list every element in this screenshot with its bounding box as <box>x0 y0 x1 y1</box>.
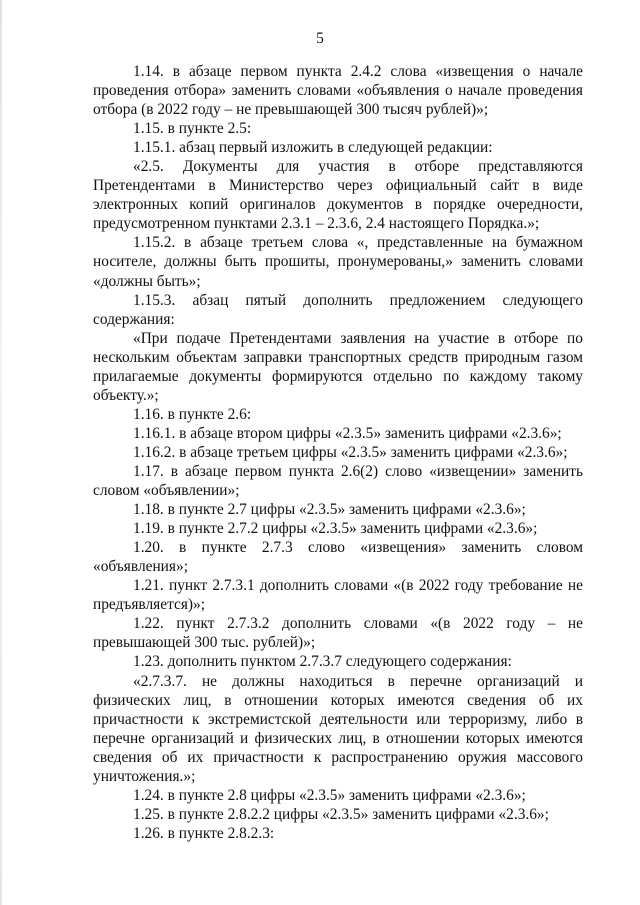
paragraph-quote-submission: «При подаче Претендентами заявления на участие в отборе по нескольким объектам заправки транспортных средств природным газом прилагаемые документы формируются отдельно по каждому такому объекту.»; <box>93 329 583 404</box>
paragraph-1-22: 1.22. пункт 2.7.3.2 дополнить словами «(в 2022 году – не превышающей 300 тыс. рублей)»; <box>93 615 583 652</box>
paragraph-1-18: 1.18. в пункте 2.7 цифры «2.3.5» заменить цифрами «2.3.6»; <box>133 501 526 519</box>
paragraph-1-15: 1.15. в пункте 2.5: <box>133 120 252 138</box>
paragraph-1-25: 1.25. в пункте 2.8.2.2 цифры «2.3.5» заменить цифрами «2.3.6»; <box>133 805 549 823</box>
paragraph-1-17: 1.17. в абзаце первом пункта 2.6(2) слово «извещении» заменить словом «объявлении»; <box>93 462 583 500</box>
paragraph-1-16-2: 1.16.2. в абзаце третьем цифры «2.3.5» заменить цифрами «2.3.6»; <box>133 443 568 461</box>
paragraph-1-14: 1.14. в абзаце первом пункта 2.4.2 слова «извещения о начале проведения отбора» заменить словами «объявления о начале проведения отбора (в 2022 году – не превышающей 300 тысяч рублей)»; <box>93 63 583 119</box>
paragraph-1-16: 1.16. в пункте 2.6: <box>133 405 252 423</box>
paragraph-quote-2-5: «2.5. Документы для участия в отборе представляются Претендентами в Министерство через официальный сайт в виде электронных копий оригиналов документов в порядке очередности, предусмотренном пунктами 2.3.1 – 2.3.6, 2.4 настоящего Порядка.»; <box>93 158 583 233</box>
paragraph-1-19: 1.19. в пункте 2.7.2 цифры «2.3.5» заменить цифрами «2.3.6»; <box>133 520 538 538</box>
page-edge-shadow <box>0 0 2 905</box>
paragraph-1-15-1: 1.15.1. абзац первый изложить в следующей редакции: <box>133 139 493 157</box>
page-number: 5 <box>316 30 324 47</box>
paragraph-1-21: 1.21. пункт 2.7.3.1 дополнить словами «(в 2022 году требование не предъявляется)»; <box>93 577 583 614</box>
paragraph-1-20: 1.20. в пункте 2.7.3 слово «извещения» заменить словом «объявления»; <box>93 539 583 576</box>
paragraph-1-24: 1.24. в пункте 2.8 цифры «2.3.5» заменить цифрами «2.3.6»; <box>133 786 526 804</box>
paragraph-1-26: 1.26. в пункте 2.8.2.3: <box>133 824 275 842</box>
paragraph-1-16-1: 1.16.1. в абзаце втором цифры «2.3.5» заменить цифрами «2.3.6»; <box>133 424 562 442</box>
document-body <box>93 62 583 843</box>
paragraph-1-15-2: 1.15.2. в абзаце третьем слова «, представленные на бумажном носителе, должны быть прошиты, пронумерованы,» заменить словами «должны быть»; <box>93 234 583 290</box>
paragraph-1-23: 1.23. дополнить пунктом 2.7.3.7 следующего содержания: <box>133 653 512 671</box>
paragraph-1-15-3: 1.15.3. абзац пятый дополнить предложением следующего содержания: <box>93 291 583 328</box>
paragraph-quote-2-7-3-7: «2.7.3.7. не должны находиться в перечне организаций и физических лиц, в отношении которых имеются сведения об их причастности к экстремистской деятельности или терроризму, либо в перечне организаций и физических лиц, в отношении которых имеются сведения об их причастности к распространению оружия массового уничтожения.»; <box>93 672 583 785</box>
